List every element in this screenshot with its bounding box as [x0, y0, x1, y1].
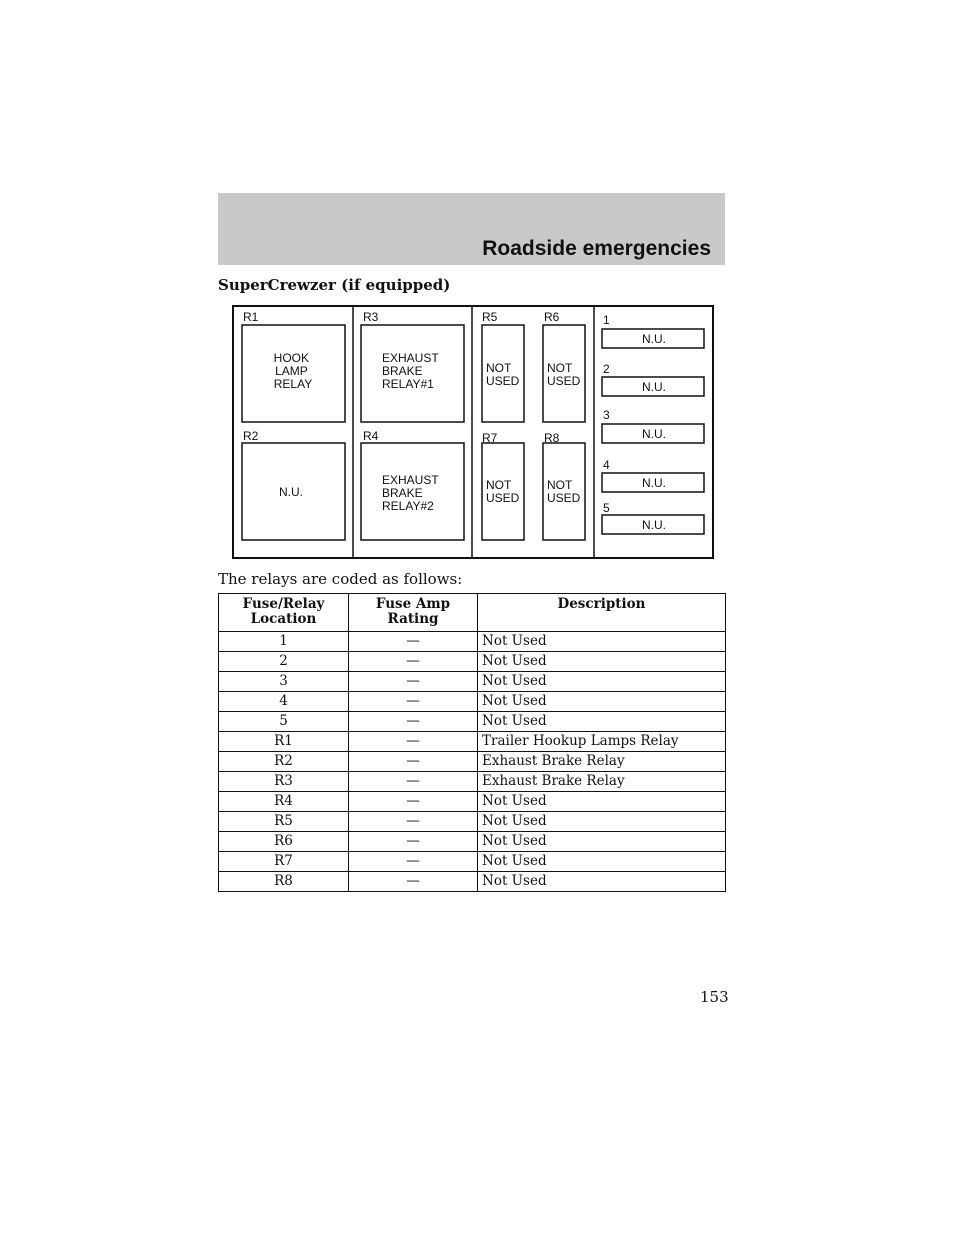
relay-r8-label: NOT USED	[547, 478, 581, 505]
relay-r6-id: R6	[544, 310, 560, 324]
cell-amp: —	[349, 632, 478, 652]
cell-location: R5	[219, 812, 349, 832]
cell-description: Not Used	[478, 872, 726, 892]
cell-location: R8	[219, 872, 349, 892]
cell-location: R3	[219, 772, 349, 792]
cell-description: Not Used	[478, 672, 726, 692]
table-row	[219, 632, 726, 652]
fuse-3-label: N.U.	[642, 427, 666, 441]
cell-description: Not Used	[478, 632, 726, 652]
intro-text: The relays are coded as follows:	[218, 570, 463, 588]
table-row	[219, 852, 726, 872]
cell-location: 4	[219, 692, 349, 712]
fuse-5-label: N.U.	[642, 518, 666, 532]
cell-location: R7	[219, 852, 349, 872]
cell-amp: —	[349, 812, 478, 832]
table-header-row	[219, 594, 726, 632]
fuse-4-label: N.U.	[642, 476, 666, 490]
cell-description: Exhaust Brake Relay	[478, 752, 726, 772]
section-banner	[218, 193, 725, 265]
cell-description: Not Used	[478, 692, 726, 712]
relay-r4-id: R4	[363, 429, 379, 443]
relay-r1-id: R1	[243, 310, 259, 324]
table-row	[219, 772, 726, 792]
cell-location: 5	[219, 712, 349, 732]
cell-amp: —	[349, 872, 478, 892]
relay-r5-id: R5	[482, 310, 498, 324]
relay-r8-id: R8	[544, 431, 560, 445]
cell-amp: —	[349, 692, 478, 712]
cell-description: Exhaust Brake Relay	[478, 772, 726, 792]
table-row	[219, 752, 726, 772]
relay-r2-label: N.U.	[279, 485, 303, 499]
relay-r1-label: HOOK LAMP RELAY	[273, 351, 313, 391]
cell-amp: —	[349, 712, 478, 732]
header-location: Fuse/Relay Location	[219, 594, 349, 632]
cell-location: R6	[219, 832, 349, 852]
fuse-1-label: N.U.	[642, 332, 666, 346]
relay-r6-label: NOT USED	[547, 361, 581, 388]
cell-description: Not Used	[478, 792, 726, 812]
cell-description: Not Used	[478, 832, 726, 852]
cell-location: 3	[219, 672, 349, 692]
cell-description: Not Used	[478, 852, 726, 872]
cell-amp: —	[349, 832, 478, 852]
cell-amp: —	[349, 672, 478, 692]
table-row	[219, 812, 726, 832]
section-heading: SuperCrewzer (if equipped)	[218, 276, 451, 294]
relay-r7-label: NOT USED	[486, 478, 520, 505]
fuse-2-label: N.U.	[642, 380, 666, 394]
relay-r2-id: R2	[243, 429, 259, 443]
cell-amp: —	[349, 792, 478, 812]
table-row	[219, 792, 726, 812]
cell-description: Trailer Hookup Lamps Relay	[478, 732, 726, 752]
cell-description: Not Used	[478, 712, 726, 732]
cell-location: R1	[219, 732, 349, 752]
cell-description: Not Used	[478, 652, 726, 672]
relay-r4-label: EXHAUST BRAKE RELAY#2	[382, 473, 439, 513]
fuse-2-id: 2	[603, 362, 610, 376]
table-row	[219, 832, 726, 852]
table-row	[219, 652, 726, 672]
relay-r5-label: NOT USED	[486, 361, 520, 388]
table-row	[219, 872, 726, 892]
section-title: Roadside emergencies	[482, 237, 711, 260]
table-row	[219, 712, 726, 732]
cell-amp: —	[349, 752, 478, 772]
diagram-frame	[233, 306, 713, 558]
cell-amp: —	[349, 772, 478, 792]
relay-r3-label: EXHAUST BRAKE RELAY#1	[382, 351, 439, 391]
relay-r3-id: R3	[363, 310, 379, 324]
cell-location: R2	[219, 752, 349, 772]
cell-amp: —	[349, 652, 478, 672]
cell-location: 1	[219, 632, 349, 652]
cell-location: 2	[219, 652, 349, 672]
fuse-1-id: 1	[603, 313, 610, 327]
table-row	[219, 692, 726, 712]
header-description: Description	[478, 594, 726, 632]
table-row	[219, 672, 726, 692]
cell-amp: —	[349, 852, 478, 872]
table-row	[219, 732, 726, 752]
cell-amp: —	[349, 732, 478, 752]
fuse-panel-diagram	[232, 305, 714, 560]
fuse-relay-table	[218, 593, 726, 892]
fuse-5-id: 5	[603, 501, 610, 515]
relay-r7-id: R7	[482, 431, 498, 445]
fuse-4-id: 4	[603, 458, 610, 472]
cell-description: Not Used	[478, 812, 726, 832]
cell-location: R4	[219, 792, 349, 812]
fuse-3-id: 3	[603, 408, 610, 422]
header-amp-rating: Fuse Amp Rating	[349, 594, 478, 632]
page-number: 153	[700, 988, 729, 1006]
